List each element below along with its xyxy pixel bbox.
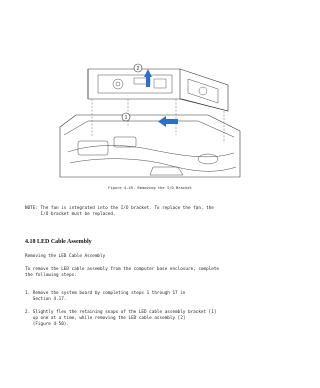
step-2-line-2: up one at a time, while removing the LED cable assembly [2]: [25, 316, 186, 321]
note-line-1: NOTE: The fan is integrated into the I/O bracket. To replace the fan, the: [25, 206, 214, 211]
step-1-line-2: Section 4.17.: [25, 297, 67, 302]
step-1-line-1: 1. Remove the system board by completing steps 1 through 17 in: [25, 291, 186, 296]
callout-2: [134, 64, 142, 72]
subheading: Removing the LED Cable Assembly: [25, 254, 106, 259]
figure-caption: Figure 4-49. Removing the I/O Bracket: [108, 186, 192, 190]
svg-text:2: 2: [136, 66, 140, 72]
step-2-line-3: (Figure 4-50).: [25, 322, 69, 327]
slide-arrow: [158, 116, 178, 127]
intro-line-2: the following steps:: [25, 273, 77, 278]
step-2-line-1: 2. Slightly flex the retaining snaps of the LED cable assembly bracket [1]: [25, 310, 217, 315]
section-heading: 4.18 LED Cable Assembly: [25, 239, 92, 245]
callout-1: [122, 113, 130, 121]
intro-line-1: To remove the LED cable assembly from the computer base enclosure, complete: [25, 267, 220, 272]
note-line-2: I/O bracket must be replaced.: [25, 212, 116, 217]
svg-text:1: 1: [124, 115, 128, 121]
io-bracket-illustration: [58, 57, 242, 183]
base-enclosure-outline: [60, 115, 240, 177]
